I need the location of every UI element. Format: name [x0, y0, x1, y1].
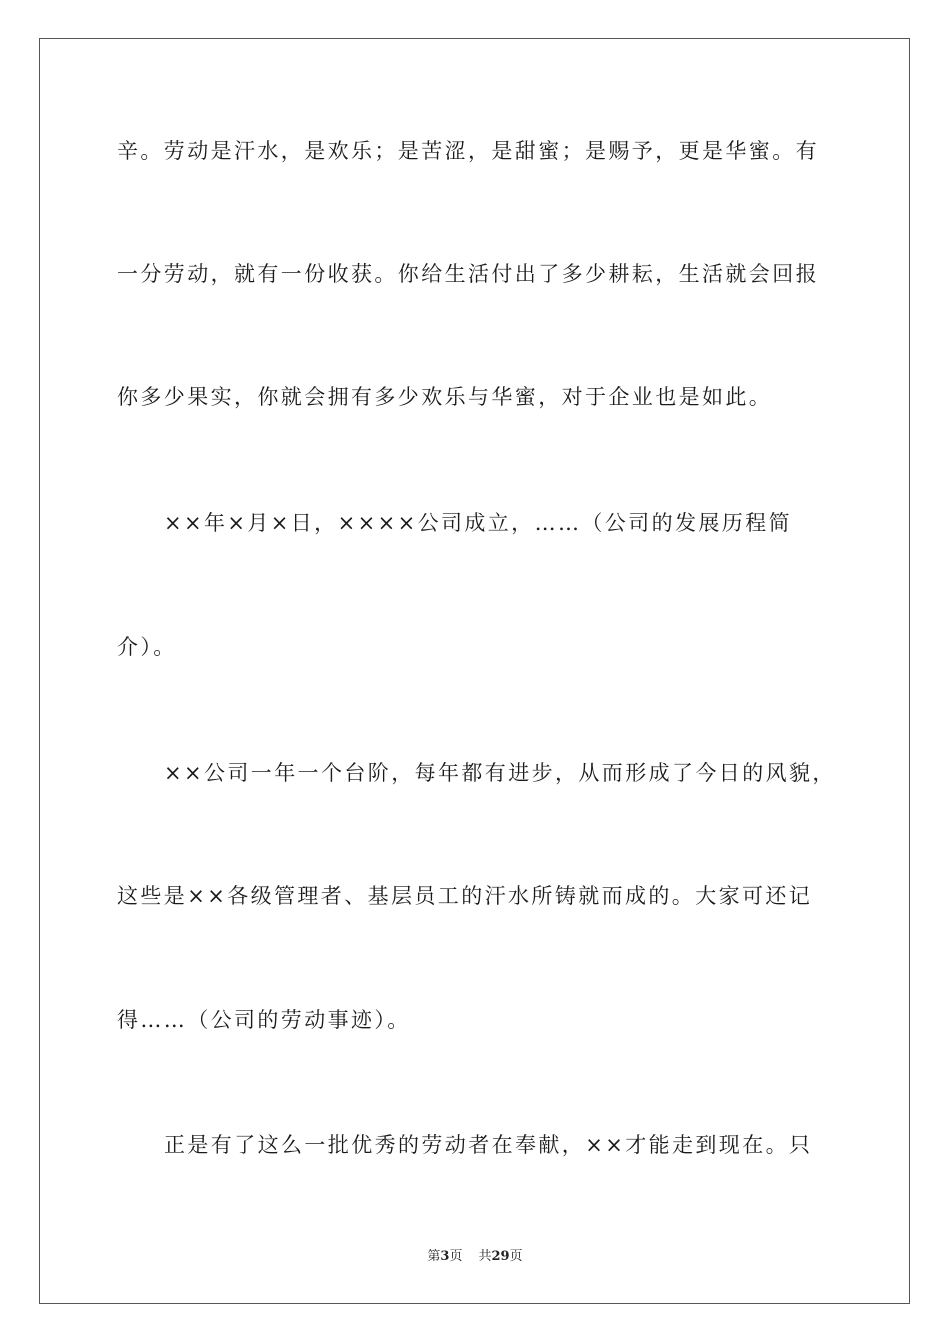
page-number: 3: [440, 1249, 450, 1264]
body-line-5: 介）。: [117, 635, 177, 659]
page-footer: [0, 1248, 950, 1266]
total-prefix: 共: [478, 1249, 492, 1264]
body-line-4: ××年×月×日，××××公司成立，……（公司的发展历程简: [164, 511, 792, 535]
body-line-7: 这些是××各级管理者、基层员工的汗水所铸就而成的。大家可还记: [117, 884, 813, 908]
body-line-1: 辛。劳动是汗水，是欢乐；是苦涩，是甜蜜；是赐予，更是华蜜。有: [117, 139, 819, 163]
body-line-2: 一分劳动，就有一份收获。你给生活付出了多少耕耘，生活就会回报: [117, 262, 819, 286]
total-pages: 29: [491, 1249, 510, 1264]
body-line-6: ××公司一年一个台阶，每年都有进步，从而形成了今日的风貌，: [164, 761, 836, 785]
page-prefix: 第: [427, 1249, 441, 1264]
body-line-3: 你多少果实，你就会拥有多少欢乐与华蜜，对于企业也是如此。: [117, 385, 773, 409]
body-line-8: 得……（公司的劳动事迹）。: [117, 1008, 411, 1032]
page-border: [39, 38, 910, 1304]
body-line-9: 正是有了这么一批优秀的劳动者在奉献，××才能走到现在。只: [164, 1133, 813, 1157]
page-suffix: 页: [449, 1249, 463, 1264]
total-suffix: 页: [509, 1249, 523, 1264]
